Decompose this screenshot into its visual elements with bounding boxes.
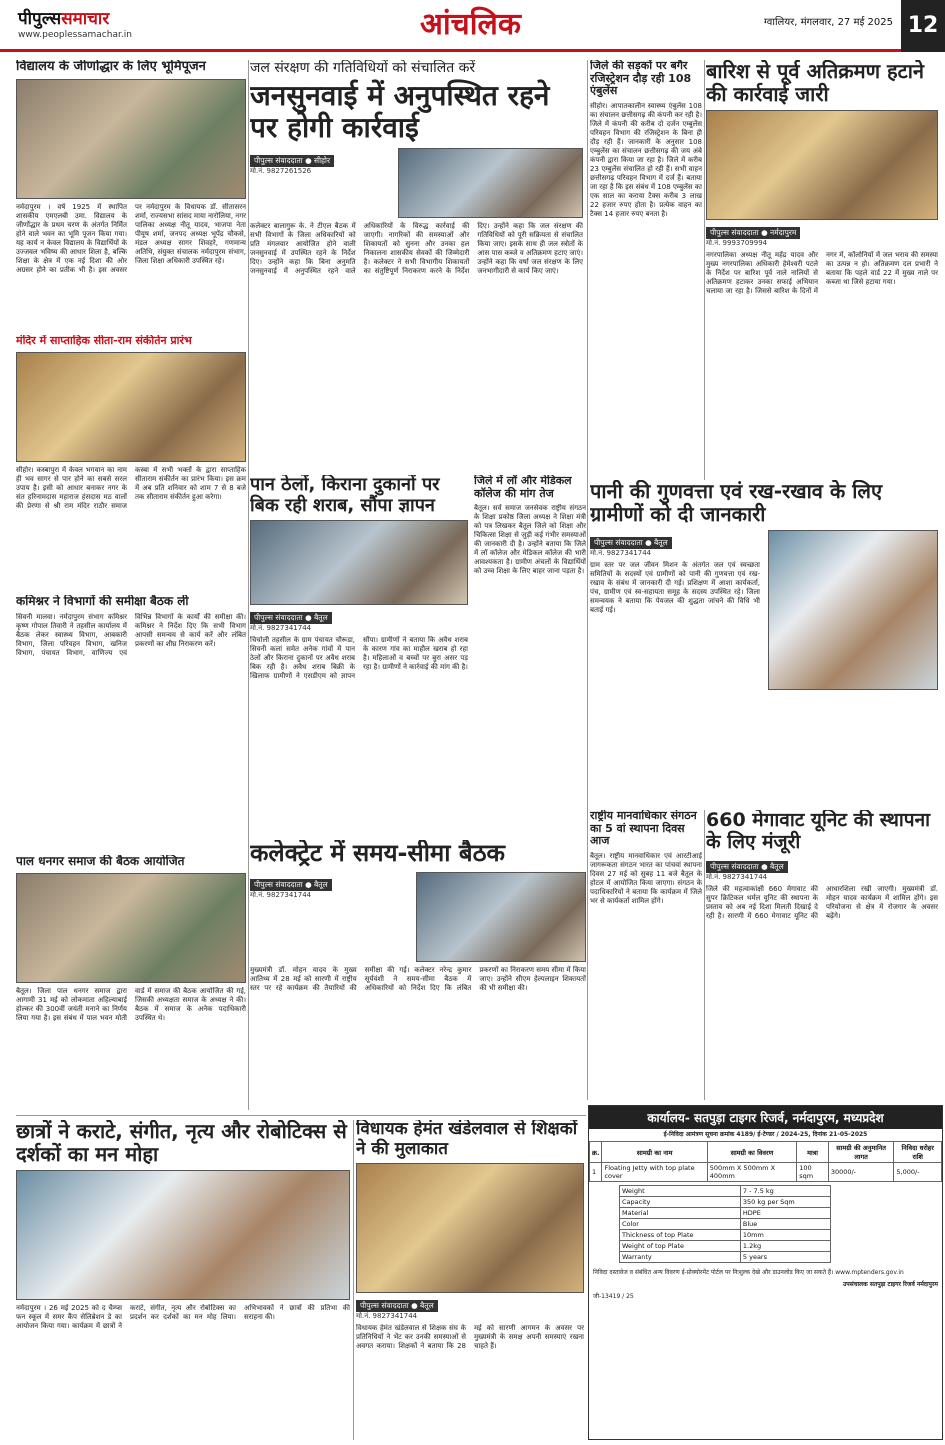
article-body: ग्राम स्तर पर जल जीवन मिशन के अंतर्गत जल एवं स्वच्छता समितियों के सदस्यों एवं ग्रामीणों को पानी की गुणवत्ता एवं रख-रखाव के संबंध में जानकारी दी गई। प्रशिक्षण में आशा कार्यकर्ता, पंच, ग्रामीण एवं स्व-सहायता समूह के सदस्य उपस्थित रहे। जिला समन्वयक ने बताया कि पेयजल की शुद्धता जांचने की विधि भी बताई गई। xyxy=(590,561,760,614)
article-encroachment xyxy=(706,60,938,480)
article-body: बैतूल। राष्ट्रीय मानवाधिकार एवं आरटीआई जागरूकता संगठन भारत का पांचवां स्थापना दिवस 27 मई को सुबह 11 बजे बैतूल के होटल में आयोजित किया जाएगा। संगठन के पदाधिकारियों ने बताया कि कार्यक्रम में जिले भर से कार्यकर्ता शामिल होंगे। xyxy=(590,851,702,905)
article-commissioner-review xyxy=(16,595,246,850)
tender-note: निविदा दस्तावेज व संबंधित अन्य विवरण ई-प्रोक्योरमेंट पोर्टल पर निःशुल्क देखे और डाउनलोड किए जा सकते हैं। www.mptenders.gov.in xyxy=(593,1269,904,1276)
tender-cell: 30000/- xyxy=(828,1163,894,1182)
article-water-quality xyxy=(590,480,938,805)
article-photo xyxy=(16,352,246,462)
article-body: विधायक हेमंत खंडेलवाल से शिक्षक संघ के प्रतिनिधियों ने भेंट कर उनकी समस्याओं से अवगत कराया। शिक्षकों ने बताया कि 28 मई को सारणी आगमन के अवसर पर मुख्यमंत्री के समक्ष अपनी समस्याएं रखना चाहते हैं। xyxy=(356,1324,584,1351)
article-school-renovation xyxy=(16,60,246,330)
article-photo xyxy=(16,873,246,983)
tender-signature: उपसंचालक सतपुड़ा टाइगर रिजर्व नर्मदापुरम xyxy=(842,1281,938,1288)
article-photo xyxy=(398,148,583,218)
article-body: चिचोली तहसील के ग्राम पंचायत चौरूडा, सिवनी कलां समेत अनेक गांवों में पान ठेलों और किराना दुकानों पर अवैध शराब बिक रही है। अवैध शराब बिक्री के खिलाफ ग्रामीणों ने एसडीएम को ज्ञापन सौंपा। ग्रामीणों ने बताया कि अवैध शराब के कारण गांव का माहौल खराब हो रहा है। महिलाओं व बच्चों पर बुरा असर पड़ रहा है। ग्रामीणों ने कार्रवाई की मांग की है। xyxy=(250,636,468,681)
article-body: सीहोर। आपातकालीन स्वास्थ्य एंबुलेंस 108 का संचालन छत्तीसगढ़ की कंपनी कर रही है। जिले में कंपनी की करीब दो दर्जन एम्बुलेंस परिवहन विभाग की रजिस्ट्रेशन के बिना ही दौड़ रही हैं। जानकारी के अनुसार 108 एम्बुलेंस का संचालन छत्तीसगढ़ की जय अंबे कंपनी द्वारा किया जा रहा है। जिले में करीब 23 एम्बुलेंस संचालित हो रही हैं। सभी वाहन छत्तीसगढ़ परिवहन विभाग में दर्ज हैं। बताया जा रहा है कि इस संबंध में 108 एम्बुलेंस का एक साल का कराया टैक्स करीब 3 लाख 22 हजार रुपए होता है। प्रत्येक वाहन का टैक्स 14 हजार रुपए बनता है। xyxy=(590,101,702,218)
article-mla-teachers xyxy=(356,1120,584,1440)
article-public-hearing xyxy=(250,60,583,275)
article-body: नर्मदापुरम । 26 मई 2025 को द चैम्प्स फन स्कूल में समर कैंप सेलिब्रेशन डे का आयोजन किया गया। कार्यक्रम में छात्रों ने कराटे, संगीत, नृत्य और रोबोटिक्स का प्रदर्शन कर दर्शकों का मन मोह लिया। अभिभावकों ने छात्रों की प्रतिभा की सराहना की। xyxy=(16,1304,350,1330)
article-title: राष्ट्रीय मानवाधिकार संगठन का 5 वां स्थापना दिवस आज xyxy=(590,810,697,848)
article-mobile: मो.नं. 9827341744 xyxy=(250,624,312,633)
brand-logo: पीपुल्ससमाचार xyxy=(18,9,110,29)
article-title: कमिश्नर ने विभागों की समीक्षा बैठक ली xyxy=(16,595,189,608)
article-megawatt-unit xyxy=(706,810,938,1100)
article-body: नर्मदापुरम । वर्ष 1925 में स्थापित शासकीय एमएलबी उमा. विद्यालय के जीर्णोद्धार के प्रथम चरण के अंतर्गत निर्मित होने वाले भवन का भूमि पूजन किया गया। यह कार्य न केवल विद्यालय के विद्यार्थियों के उज्जवल भविष्य की आधार शिला है, बल्कि शिक्षा के क्षेत्र में एक नई दिशा की ओर अग्रसर होने का प्रतीक भी है। इस अवसर पर नर्मदापुरम के विधायक डॉ. सीतासरन शर्मा, राज्यसभा सांसद माया नारोलिया, नगर पालिका अध्यक्ष नीतू यादव, भाजपा नेता पीयूष शर्मा, जनपद अध्यक्ष भूपेंद्र चौकसे, मंडल अध्यक्ष सागर शिवहरे, गणमान्य अतिथि, संयुक्त संचालक नर्मदापुरम संभाग, जिला शिक्षा अधिकारी उपस्थित रहे। xyxy=(16,202,246,274)
article-summer-camp xyxy=(16,1120,350,1440)
column-divider xyxy=(353,1120,354,1440)
tender-title: कार्यालय- सतपुड़ा टाइगर रिजर्व, नर्मदापुरम, मध्यप्रदेश xyxy=(589,1106,942,1129)
article-ambulance xyxy=(590,60,702,480)
article-photo xyxy=(16,79,246,199)
tender-cell: 100 sqm xyxy=(797,1163,829,1182)
article-mobile: मो.नं. 9827341744 xyxy=(590,549,652,557)
article-title: विद्यालय के जीर्णोद्धार के लिए भूमिपूजन xyxy=(16,60,206,74)
tender-cell: 500mm X 500mm X 400mm xyxy=(707,1163,796,1182)
tender-ref: जी-13419 / 25 xyxy=(593,1293,634,1300)
article-title: पान ठेलों, किराना दुकानों पर बिक रही शराब, सौंपा ज्ञापन xyxy=(250,475,440,516)
article-title: मंदिर में साप्ताहिक सीता-राम संकीर्तन प्रारंभ xyxy=(16,335,192,347)
spec-key: Material xyxy=(620,1208,741,1219)
spec-key: Warranty xyxy=(620,1252,741,1263)
tender-table xyxy=(589,1141,942,1182)
article-title: बारिश से पूर्व अतिक्रमण हटाने की कार्रवाई जारी xyxy=(706,60,925,106)
tender-col-header: क्र. xyxy=(590,1142,602,1163)
article-mobile: मो.नं. 9827261526 xyxy=(250,167,312,176)
masthead xyxy=(0,0,945,52)
dateline: ग्वालियर, मंगलवार, 27 मई 2025 xyxy=(764,17,893,28)
article-body: बैतूल। सर्व समाज जनसेवक राष्ट्रीय संगठन के शिक्षा प्रकोष्ठ जिला अध्यक्ष ने शिक्षा मंत्री को पत्र लिखकर बैतूल जिले को शिक्षा और चिकित्सा शिक्षा से जुड़ी कई गंभीर समस्याओं की जानकारी दी है। उन्होंने बताया कि जिले में लॉ कॉलेज और मेडिकल कॉलेज की भारी आवश्यकता है। ग्रामीण अंचलों के विद्यार्थियों को उच्च शिक्षा के लिए बाहर जाना पड़ता है। xyxy=(474,504,586,576)
tender-col-header: मात्रा xyxy=(797,1142,829,1163)
article-byline: पीपुल्स संवाददाता ● सीहोर xyxy=(250,155,334,167)
spec-key: Weight of top Plate xyxy=(620,1241,741,1252)
article-pal-dhangar xyxy=(16,855,246,1115)
spec-key: Weight xyxy=(620,1186,741,1197)
article-mobile: मो.नं. 9827341744 xyxy=(250,890,312,899)
row-divider xyxy=(16,1115,586,1116)
article-photo xyxy=(16,1170,350,1300)
article-photo xyxy=(250,520,468,605)
article-body: कलेक्टर बालागुरू के. ने टीएल बैठक में सभी विभागों के जिला अधिकारियों को प्रति मंगलवार आयोजित होने वाली जनसुनवाई में उपस्थित रहने के निर्देश दिए। उन्होंने कहा कि बिना अनुमति जनसुनवाई में अनुपस्थित रहने वाले अधिकारियों के विरुद्ध कार्रवाई की जाएगी। नागरिकों की समस्याओं और शिकायतों को सुनना और उनका हल निकालना शासकीय सेवकों की जिम्मेदारी है। कलेक्टर ने सभी विभागीय शिकायतों का संतुष्टिपूर्ण निराकरण करने के निर्देश दिए। उन्होंने कहा कि जल संरक्षण की गतिविधियों को पूरी सक्रियता से संचालित किया जाए। इसके साथ ही जल स्त्रोतों के आस पास कब्जे व अतिक्रमण हटाए जाएं। उन्होंने कहा कि वर्षा जल संरक्षण के लिए जनभागीदारी से कार्य किए जाएं। xyxy=(250,222,583,275)
article-body: बैतूल। जिला पाल धनगर समाज द्वारा आगामी 31 मई को लोकमाता अहिल्याबाई होल्कर की 300वीं जयंती मनाने का निर्णय लिया गया है। इस संबंध में पाल भवन मोती वार्ड में समाज की बैठक आयोजित की गई, जिसकी अध्यक्षता समाज के अध्यक्ष ने की। बैठक में समाज के अनेक पदाधिकारी उपस्थित थे। xyxy=(16,986,246,1022)
tender-cell: Floating Jetty with top plate cover xyxy=(602,1163,707,1182)
tender-cell: 1 xyxy=(590,1163,602,1182)
tender-col-header: निविदा धरोहर राशि xyxy=(894,1142,942,1163)
article-photo xyxy=(416,872,586,962)
article-photo xyxy=(706,110,938,220)
article-body: जिले की महत्वाकांक्षी 660 मेगावाट की सुपर क्रिटिकल थर्मल यूनिट की स्थापना के प्रस्ताव को अब नई दिशा मिलती दिखाई दे रही है। सारणी में 660 मेगावाट यूनिट की आधारशिला रखी जाएगी। मुख्यमंत्री डॉ. मोहन यादव कार्यक्रम में शामिल होंगे। इस परियोजना से क्षेत्र में रोजगार के अवसर बढ़ेंगे। xyxy=(706,884,938,920)
site-url: www.peoplessamachar.in xyxy=(18,30,132,40)
article-collectorate-meeting xyxy=(250,840,586,1115)
column-divider xyxy=(587,60,588,1100)
column-divider xyxy=(704,60,705,480)
article-byline: पीपुल्स संवाददाता ● बैतूल xyxy=(706,861,788,873)
section-title: आंचलिक xyxy=(420,7,521,42)
article-kicker: जल संरक्षण की गतिविधियों को संचालित करें xyxy=(250,60,476,76)
article-title: जिले में लॉ और मेडिकल कॉलेज की मांग तेज xyxy=(474,475,572,500)
spec-value: HDPE xyxy=(740,1208,830,1219)
article-title: पाल धनगर समाज की बैठक आयोजित xyxy=(16,855,185,868)
spec-value: 10mm xyxy=(740,1230,830,1241)
spec-key: Thickness of top Plate xyxy=(620,1230,741,1241)
tender-cell: 5,000/- xyxy=(894,1163,942,1182)
article-title: विधायक हेमंत खंडेलवाल से शिक्षकों ने की मुलाकात xyxy=(356,1120,578,1159)
spec-value: 7 - 7.5 kg xyxy=(740,1186,830,1197)
article-title: पानी की गुणवत्ता एवं रख-रखाव के लिए ग्रामीणों को दी जानकारी xyxy=(590,480,882,526)
article-mobile: मो.नं. 9993709994 xyxy=(706,239,768,247)
article-byline: पीपुल्स संवाददाता ● नर्मदापुरम xyxy=(706,227,800,239)
article-law-college xyxy=(474,475,586,835)
spec-value: Blue xyxy=(740,1219,830,1230)
article-byline: पीपुल्स संवाददाता ● बैतूल xyxy=(250,879,332,891)
tender-notice xyxy=(588,1105,943,1440)
tender-col-header: सामग्री का विवरण xyxy=(707,1142,796,1163)
spec-key: Color xyxy=(620,1219,741,1230)
article-byline: पीपुल्स संवाददाता ● बैतूल xyxy=(250,612,332,624)
article-title: छात्रों ने कराटे, संगीत, नृत्य और रोबोटिक्स से दर्शकों का मन मोहा xyxy=(16,1120,347,1166)
article-body: नगरपालिका अध्यक्ष नीतू महेंद्र यादव और मुख्य नगरपालिका अधिकारी हेमेश्वरी पटले के निर्देश पर बारिश पूर्व नाले नालियों से अतिक्रमण हटाकर उनका सफाई अभियान चलाया जा रहा है। जिससे बारिश के दिनों में नगर में, कॉलोनियों में जल भराव की समस्या का उत्पन्न न हो। अतिक्रमण दल प्रभारी ने बताया कि पहले वार्ड 22 में मुख्य नाले पर कब्जा था जिसे हटाया गया। xyxy=(706,251,938,295)
spec-value: 1.2kg xyxy=(740,1241,830,1252)
article-title: जिले की सड़कों पर बगैर रजिस्ट्रेशन दौड़ रही 108 एंबुलेंस xyxy=(590,60,692,98)
spec-value: 350 kg per Sqm xyxy=(740,1197,830,1208)
article-title: कलेक्ट्रेट में समय-सीमा बैठक xyxy=(250,840,505,867)
article-photo xyxy=(356,1163,584,1293)
article-byline: पीपुल्स संवाददाता ● बैतूल xyxy=(590,537,672,549)
article-byline: पीपुल्स संवाददाता ● बैतूल xyxy=(356,1300,438,1312)
spec-key: Capacity xyxy=(620,1197,741,1208)
column-divider xyxy=(704,810,705,1100)
article-mobile: मो.नं. 9827341744 xyxy=(356,1312,418,1321)
column-divider xyxy=(248,60,249,1110)
article-photo xyxy=(768,530,938,690)
article-body: मुख्यमंत्री डॉ. मोहन यादव के मुख्य आतिथ्य में 28 मई को सारणी में राष्ट्रीय स्तर पर रहे कार्यक्रम की तैयारियों की समीक्षा की गई। कलेक्टर नरेन्द्र कुमार सूर्यवंशी ने समय-सीमा बैठक में अधिकारियों को निर्देश दिए कि लंबित प्रकरणों का निराकरण समय सीमा में किया जाए। उन्होंने सीएम हेल्पलाइन शिकायतों की भी समीक्षा की। xyxy=(250,965,586,992)
article-mobile: मो.नं. 9827341744 xyxy=(706,872,768,881)
article-liquor-memorandum xyxy=(250,475,468,835)
article-body: सीहोर। कस्बापुरा में केवल भगवान का नाम ही भव सागर से पार होने का सबसे सरल उपाय है। इसी को आधार बनाकर नगर के संत हरिनामदास महाराज हंसदास मठ वालों की प्रेरणा से श्री राम मंदिर राठौर समाज कस्बा में सभी भक्तों के द्वारा साप्ताहिक सीताराम संकीर्तन का प्रारंभ किया। इस क्रम में अब प्रति शनिवार को शाम 7 से 8 बजे तक सीताराम संकीर्तन हुआ करेगा। xyxy=(16,465,246,510)
article-title: 660 मेगावाट यूनिट की स्थापना के लिए मंजूरी xyxy=(706,810,931,853)
tender-col-header: सामग्री की अनुमानित लागत xyxy=(828,1142,894,1163)
spec-value: 5 years xyxy=(740,1252,830,1263)
article-title: जनसुनवाई में अनुपस्थित रहने पर होगी कार्रवाई xyxy=(250,79,550,145)
article-human-rights xyxy=(590,810,702,1100)
article-temple-kirtan xyxy=(16,335,246,590)
tender-specs-table xyxy=(619,1185,831,1263)
tender-col-header: सामग्री का नाम xyxy=(602,1142,707,1163)
page-number: 12 xyxy=(901,0,945,52)
tender-subtitle: ई-निविदा आमंत्रण सूचना क्रमांक 4189/ ई-टेण्डर / 2024-25, दिनांक 21-05-2025 xyxy=(663,1131,868,1138)
article-body: सिवनी मालवा। नर्मदापुरम संभाग कमिश्नर कृष्ण गोपाल तिवारी ने तहसील कार्यालय में बैठक लेकर स्वास्थ्य विभाग, आबकारी विभाग, जिला परिवहन विभाग, खनिज विभाग, पंचायत विभाग, वाणिज्य एवं विभिन्न विभागों के कार्यों की समीक्षा की। कमिश्नर ने निर्देश दिए कि सभी विभाग आपसी समन्वय से कार्य करें और लंबित प्रकरणों का शीघ्र निराकरण करें। xyxy=(16,612,246,657)
